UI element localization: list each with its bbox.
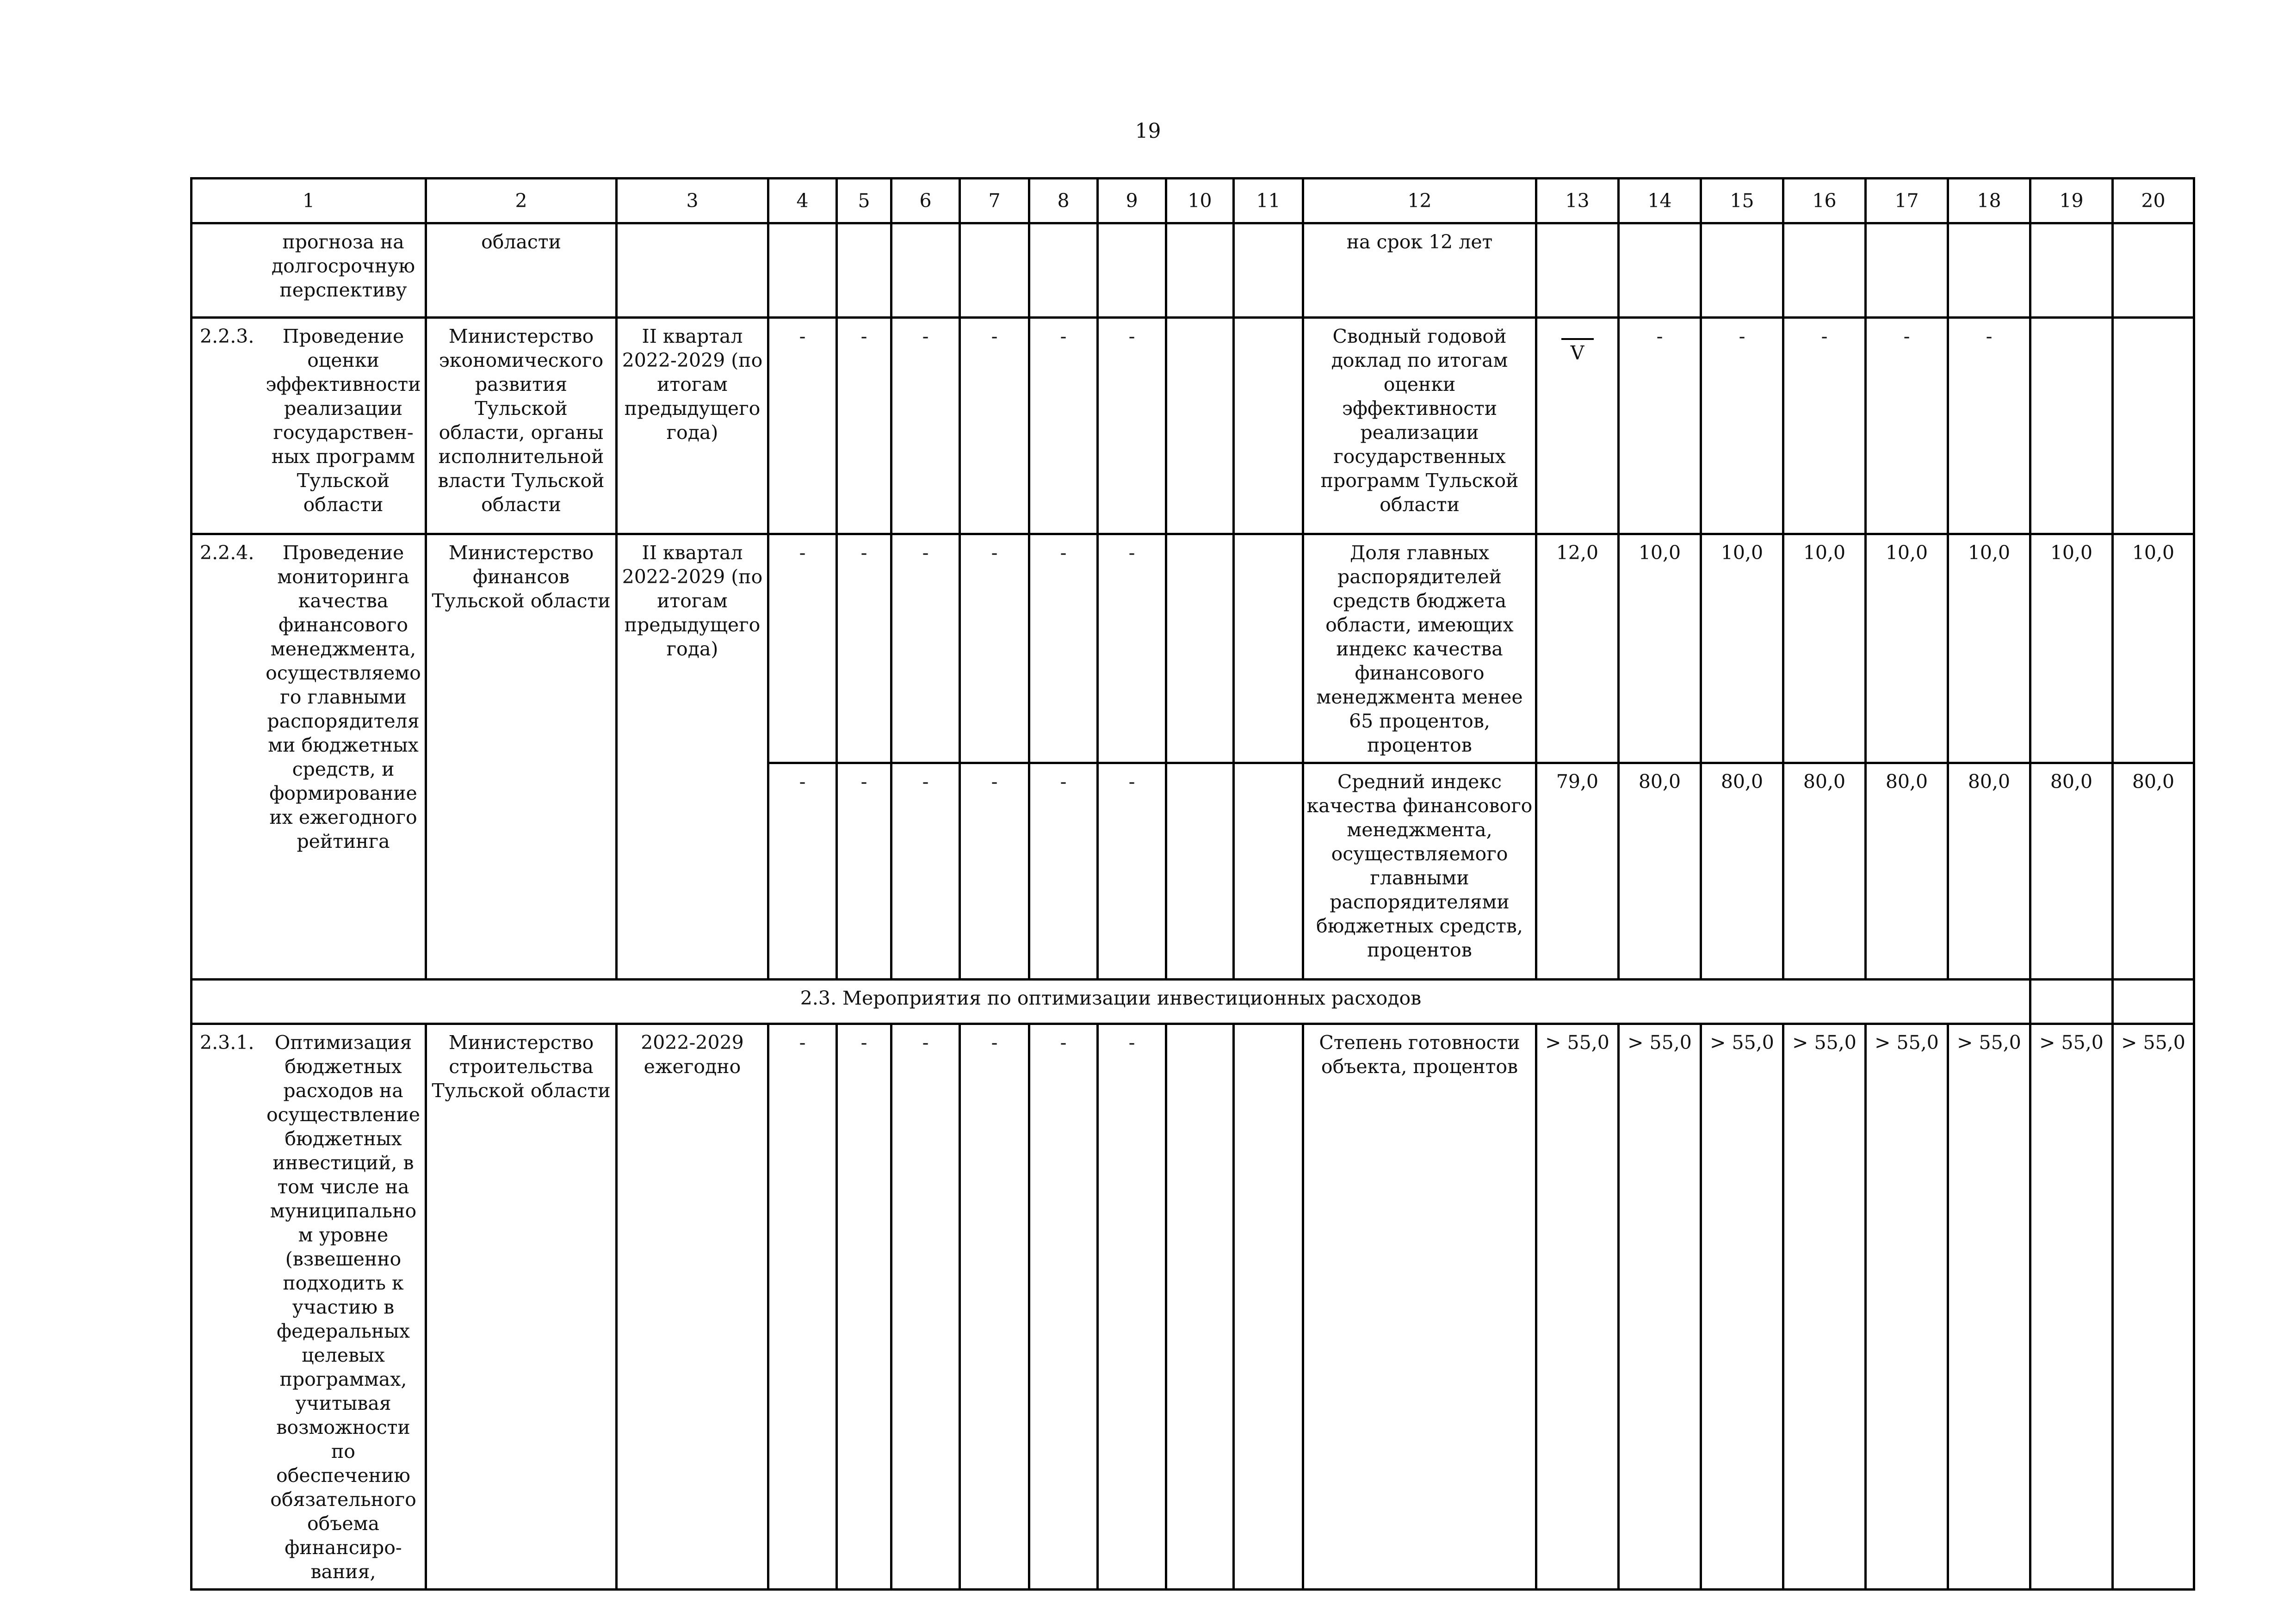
value-cell: - [768,534,837,763]
value-cell: - [1098,318,1166,534]
value-cell: - [960,534,1029,763]
value-cell: 80,0 [1866,763,1948,980]
value-cell: 79,0 [1536,763,1619,980]
value-cell: 80,0 [1701,763,1783,980]
program-table [190,177,2195,1591]
indicator-cell: Степень готовности объекта, процентов [1303,1024,1536,1590]
page-number: 19 [1135,119,1161,143]
value-cell: 10,0 [1701,534,1783,763]
value-cell: - [837,534,891,763]
col-header: 1 [192,179,426,223]
table-row-continuation [192,223,2194,318]
value-cell: - [1029,318,1098,534]
col-header: 19 [2030,179,2113,223]
measure-name-cell [192,534,426,980]
value-cell: - [768,1024,837,1590]
cell [1234,534,1303,763]
col-header: 4 [768,179,837,223]
col-header: 2 [426,179,617,223]
cell [1234,1024,1303,1590]
col-header: 7 [960,179,1029,223]
indicator-cell: Средний индекс качества финансового менеджмента, осуществляемого главными распорядителями бюджетных средств, процентов [1303,763,1536,980]
value-cell [1536,318,1619,534]
measure-code: 2.2.3. [200,325,254,347]
value-cell: - [837,318,891,534]
value-cell: - [1029,1024,1098,1590]
value-cell: > 55,0 [1948,1024,2030,1590]
value-cell: - [1029,763,1098,980]
value-cell: 80,0 [2030,763,2113,980]
cell [1166,1024,1234,1590]
cell [2113,318,2194,534]
value-cell: > 55,0 [1619,1024,1701,1590]
cell [1948,223,2030,318]
col-header: 18 [1948,179,2030,223]
col-header: 20 [2113,179,2194,223]
value-cell: 10,0 [1783,534,1866,763]
cell [1701,223,1783,318]
value-cell: - [1029,534,1098,763]
value-cell: - [891,318,960,534]
value-cell: 12,0 [1536,534,1619,763]
cell [2113,223,2194,318]
cell [2030,318,2113,534]
value-cell: - [837,1024,891,1590]
value-cell: 80,0 [1948,763,2030,980]
col-header: 13 [1536,179,1619,223]
value-cell: - [1098,534,1166,763]
value-cell: 80,0 [1619,763,1701,980]
value-cell: > 55,0 [1701,1024,1783,1590]
cell [1234,223,1303,318]
value-cell: - [1098,1024,1166,1590]
value-cell: 10,0 [1619,534,1701,763]
col-header: 8 [1029,179,1098,223]
col-header: 6 [891,179,960,223]
cell [768,223,837,318]
measure-name: Проведение мониторинга качества финансового менеджмента, осуществляемого главными распорядителями бюджетных средств, и формирование их ежегодного рейтинга [266,542,421,852]
value-cell: 10,0 [2030,534,2113,763]
value-cell: - [891,534,960,763]
col-header: 15 [1701,179,1783,223]
cell [1029,223,1098,318]
cell [1619,223,1701,318]
indicator-cell: Доля главных распорядителей средств бюджета области, имеющих индекс качества финансового менеджмента менее 65 процентов, процентов [1303,534,1536,763]
cell [2030,980,2113,1024]
value-cell: - [837,763,891,980]
value-cell: > 55,0 [1783,1024,1866,1590]
value-cell: - [960,763,1029,980]
executor-cell: Министерство строительства Тульской области [426,1024,617,1590]
indicator-cell: на срок 12 лет [1303,223,1536,318]
value-cell: - [960,318,1029,534]
col-header: 14 [1619,179,1701,223]
col-header: 11 [1234,179,1303,223]
col-header: 10 [1166,179,1234,223]
period-cell: II квартал 2022-2029 (по итогам предыдущего года) [617,534,768,980]
value-cell: 10,0 [2113,534,2194,763]
cell [1098,223,1166,318]
cell [1166,223,1234,318]
value-cell: - [1701,318,1783,534]
cell [2030,223,2113,318]
value-cell: - [1866,318,1948,534]
table-row-2-2-4-a [192,534,2194,763]
value-cell: > 55,0 [1866,1024,1948,1590]
cell [1234,318,1303,534]
measure-name: прогноза на долгосрочную перспективу [271,231,415,301]
cell [837,223,891,318]
value-cell: - [960,1024,1029,1590]
cell [617,223,768,318]
cell [1866,223,1948,318]
executor-cell: области [426,223,617,318]
value-cell: 80,0 [1783,763,1866,980]
value-cell: > 55,0 [1536,1024,1619,1590]
check-mark: V [1561,338,1594,365]
value-cell: 10,0 [1866,534,1948,763]
executor-cell: Министерство финансов Тульской области [426,534,617,980]
measure-name: Оптимизация бюджетных расходов на осуществление бюджетных инвестиций, в том числе на муниципальном уровне (взвешенно подходить к участию в федеральных целевых программах, учитывая возможности по обеспечению обязательного объема финансиро-вания, [266,1031,421,1583]
section-title: 2.3. Мероприятия по оптимизации инвестиционных расходов [192,980,2030,1024]
value-cell: - [1619,318,1701,534]
value-cell: - [891,763,960,980]
measure-name-cell [192,223,426,318]
value-cell: - [1783,318,1866,534]
measure-name-cell [192,1024,426,1590]
cell [1166,534,1234,763]
value-cell: > 55,0 [2030,1024,2113,1590]
indicator-cell: Сводный годовой доклад по итогам оценки эффективности реализации государственных программ Тульской области [1303,318,1536,534]
cell [891,223,960,318]
cell [1166,763,1234,980]
col-header: 12 [1303,179,1536,223]
value-cell: - [891,1024,960,1590]
measure-code: 2.2.4. [200,542,254,564]
measure-code: 2.3.1. [200,1031,254,1054]
col-header: 5 [837,179,891,223]
table-row-2-2-3 [192,318,2194,534]
col-header: 9 [1098,179,1166,223]
value-cell: - [768,763,837,980]
period-cell: II квартал 2022-2029 (по итогам предыдущего года) [617,318,768,534]
value-cell: 10,0 [1948,534,2030,763]
measure-name: Проведение оценки эффективности реализации государствен-ных программ Тульской области [266,325,421,516]
table-row-2-3-1 [192,1024,2194,1590]
cell [1536,223,1619,318]
value-cell: > 55,0 [2113,1024,2194,1590]
cell [1166,318,1234,534]
value-cell: - [768,318,837,534]
col-header: 3 [617,179,768,223]
col-header: 16 [1783,179,1866,223]
cell [1783,223,1866,318]
cell [2113,980,2194,1024]
executor-cell: Министерство экономического развития Тульской области, органы исполнительной власти Тульской области [426,318,617,534]
value-cell: 80,0 [2113,763,2194,980]
measure-name-cell [192,318,426,534]
value-cell: - [1948,318,2030,534]
value-cell: - [1098,763,1166,980]
period-cell: 2022-2029 ежегодно [617,1024,768,1590]
cell [1234,763,1303,980]
cell [960,223,1029,318]
col-header: 17 [1866,179,1948,223]
section-row-2-3 [192,980,2194,1024]
header-row [192,179,2194,223]
